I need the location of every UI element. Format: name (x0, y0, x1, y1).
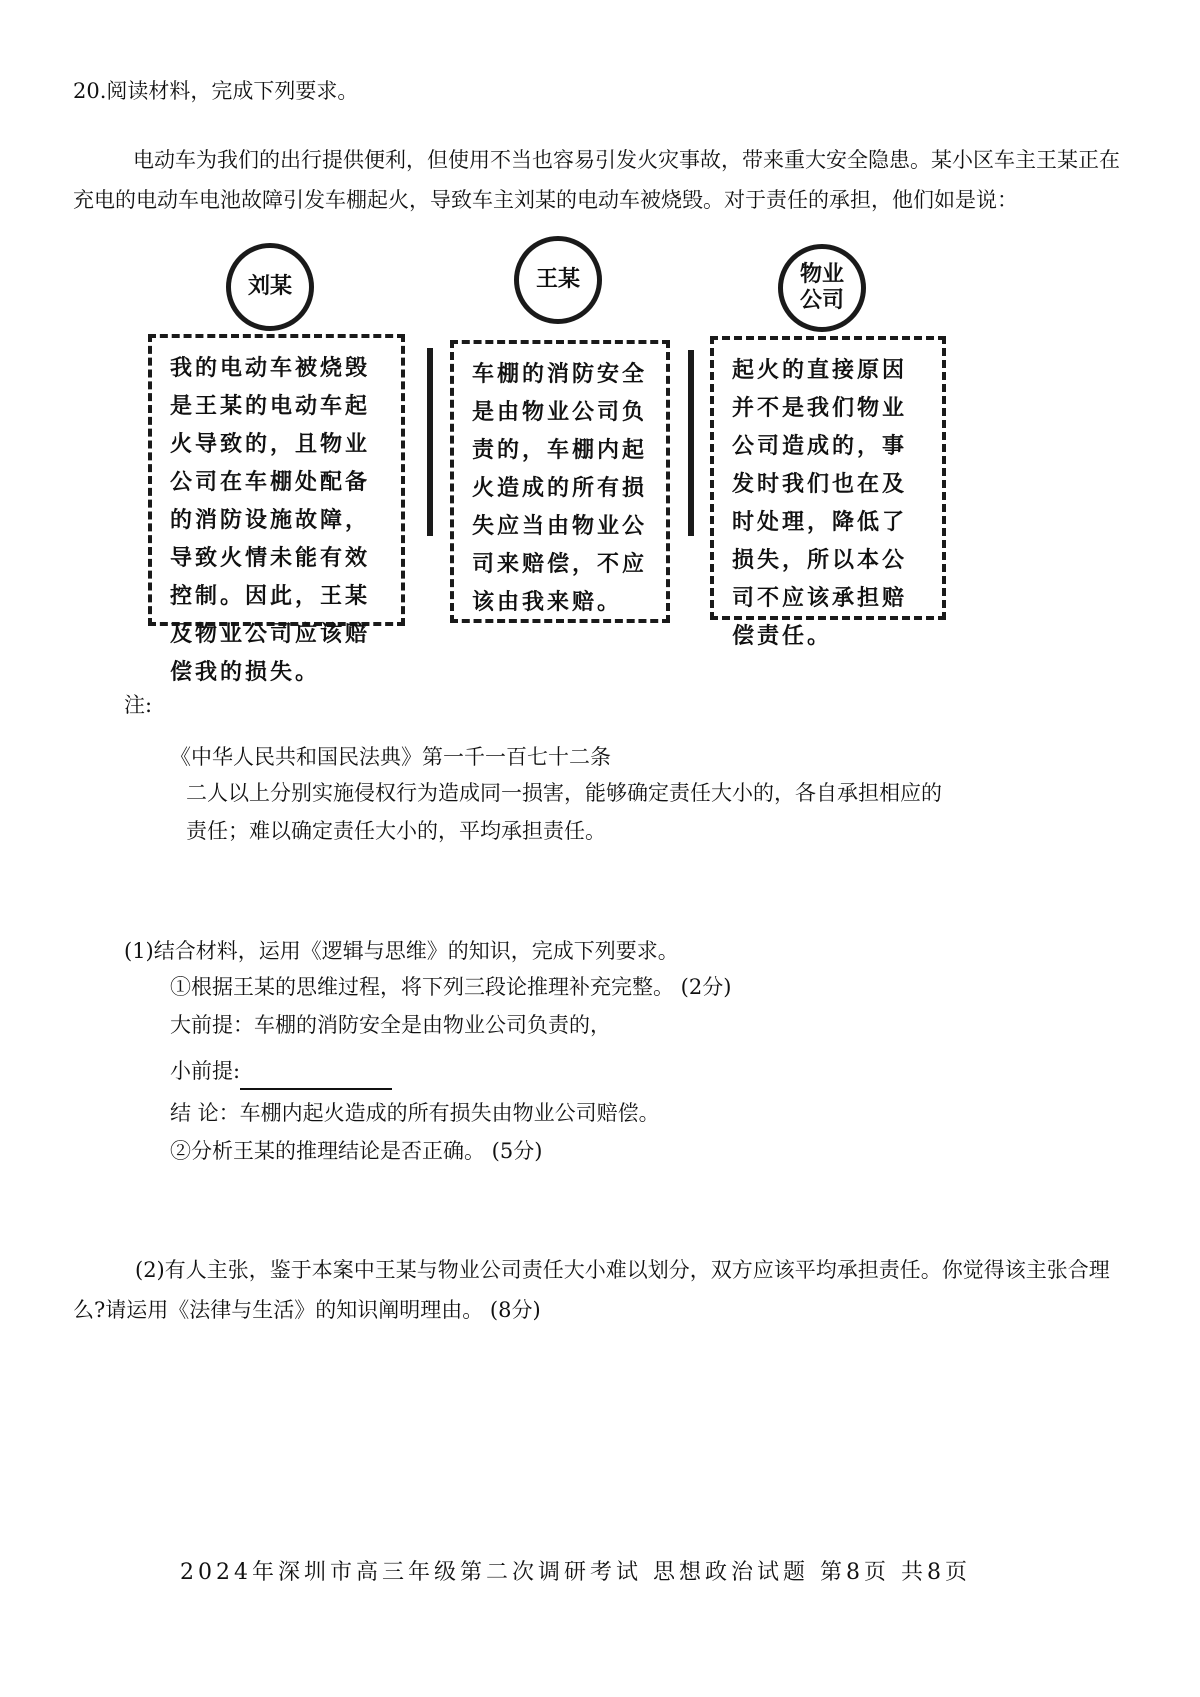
note-label: 注: (124, 693, 153, 717)
statement-box-wang: 车棚的消防安全是由物业公司负责的，车棚内起火造成的所有损失应当由物业公司来赔偿，不应该由我来赔。 (450, 340, 670, 623)
law-text-line-2: 责任；难以确定责任大小的，平均承担责任。 (186, 819, 606, 843)
speaker-circle-liu (226, 243, 314, 331)
question-title: 20.阅读材料，完成下列要求。 (73, 79, 359, 103)
speaker-name: 公司 (799, 288, 844, 313)
speaker-circle-wang (514, 236, 602, 324)
law-title: 《中华人民共和国民法典》第一千一百七十二条 (170, 745, 611, 769)
part1-heading: (1)结合材料，运用《逻辑与思维》的知识，完成下列要求。 (124, 939, 679, 963)
law-text-line-1: 二人以上分别实施侵权行为造成同一损害，能够确定责任大小的，各自承担相应的 (186, 781, 942, 805)
speaker-circle-property (778, 244, 866, 332)
question-intro: 电动车为我们的出行提供便利，但使用不当也容易引发火灾事故，带来重大安全隐患。某小区车主王某正在充电的电动车电池故障引发车棚起火，导致车主刘某的电动车被烧毁。对于责任的承担，他们如是说： (73, 148, 1120, 212)
speaker-name: 王某 (535, 267, 580, 292)
minor-premise (170, 1052, 392, 1090)
conclusion: 结 论：车棚内起火造成的所有损失由物业公司赔偿。 (170, 1101, 660, 1125)
major-premise: 大前提：车棚的消防安全是由物业公司负责的， (170, 1013, 611, 1037)
part2-question: (2)有人主张，鉴于本案中王某与物业公司责任大小难以划分，双方应该平均承担责任。你觉得该主张合理么?请运用《法律与生活》的知识阐明理由。 (8分) (73, 1258, 1110, 1322)
divider-bar-1 (427, 348, 433, 536)
speaker-name: 刘某 (247, 274, 292, 299)
minor-premise-label: 小前提: (170, 1059, 241, 1083)
divider-bar-2 (688, 350, 694, 536)
statement-box-liu: 我的电动车被烧毁是王某的电动车起火导致的，且物业公司在车棚处配备的消防设施故障，导致火情未能有效控制。因此，王某及物业公司应该赔偿我的损失。 (148, 334, 405, 626)
speaker-name: 物业 (799, 262, 844, 287)
part1-q2: ②分析王某的推理结论是否正确。 (5分) (170, 1139, 543, 1163)
part1-q1: ①根据王某的思维过程，将下列三段论推理补充完整。 (2分) (170, 975, 732, 999)
statement-box-property: 起火的直接原因并不是我们物业公司造成的，事发时我们也在及时处理，降低了损失，所以本公司不应该承担赔偿责任。 (710, 336, 946, 620)
page-footer: 2024年深圳市高三年级第二次调研考试 思想政治试题 第8页 共8页 (180, 1560, 971, 1585)
minor-premise-blank[interactable] (240, 1062, 392, 1090)
